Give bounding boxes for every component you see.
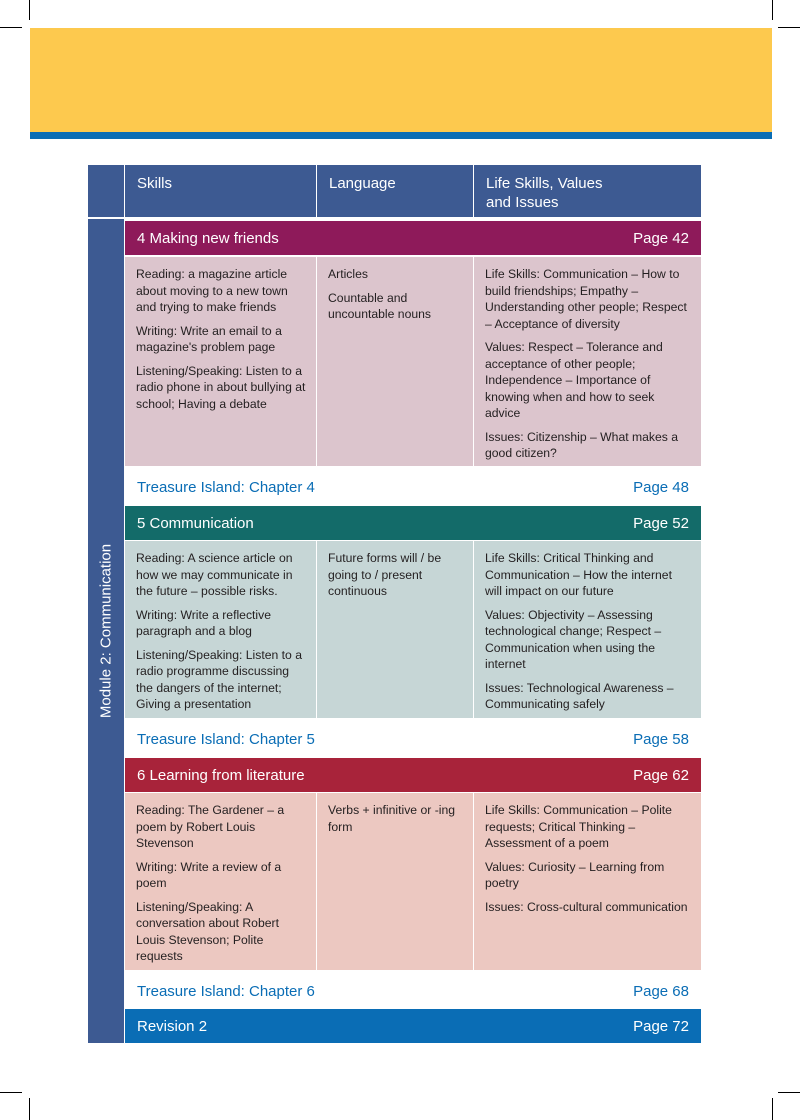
header-skills-label: Skills (137, 175, 173, 192)
reader-page: Page 48 (633, 478, 689, 496)
skills-item: Reading: The Gardener – a poem by Robert Louis Stevenson (136, 803, 285, 850)
crop-mark (29, 1098, 30, 1120)
language-cell (317, 541, 473, 718)
life-skills-item: Values: Respect – Tolerance and acceptance of other people; Independence – Importance of knowing when and how to seek advice (485, 340, 663, 420)
language-item: Countable and uncountable nouns (328, 290, 432, 321)
reader-row (125, 722, 701, 756)
unit-title-bar (125, 758, 701, 792)
language-cell (317, 793, 473, 970)
reader-row (125, 470, 701, 504)
skills-cell (125, 541, 316, 718)
unit-title: 5 Communication (137, 514, 254, 532)
skills-item: Writing: Write an email to a magazine's problem page (136, 323, 282, 354)
skills-item: Listening/Speaking: Listen to a radio programme discussing the dangers of the internet; Giving a presentation (136, 647, 303, 711)
crop-mark (29, 0, 30, 20)
language-item: Verbs + infinitive or -ing form (328, 803, 456, 834)
header-life-skills (474, 165, 701, 217)
skills-item: Reading: a magazine article about moving to a new town and trying to make friends (136, 267, 288, 314)
reader-title: Treasure Island: Chapter 5 (137, 730, 315, 748)
life-skills-item: Issues: Cross-cultural communication (485, 899, 688, 914)
crop-mark (778, 27, 800, 28)
life-skills-cell (474, 257, 701, 466)
header-corner (88, 165, 124, 217)
skills-item: Listening/Speaking: Listen to a radio phone in about bullying at school; Having a debate (136, 363, 306, 411)
header-skills (125, 165, 316, 217)
skills-item: Listening/Speaking: A conversation about Robert Louis Stevenson; Polite requests (136, 899, 279, 963)
crop-mark (778, 1092, 800, 1093)
language-item: Future forms will / be going to / present continuous (328, 551, 442, 598)
unit-title: 6 Learning from literature (137, 766, 305, 784)
crop-mark (772, 1098, 773, 1120)
header-language-label: Language (329, 175, 396, 192)
life-skills-item: Issues: Technological Awareness – Communicating safely (485, 680, 674, 711)
life-skills-item: Values: Curiosity – Learning from poetry (485, 859, 665, 890)
module-label: Module 2: Communication (97, 543, 115, 719)
crop-mark (772, 0, 773, 20)
skills-item: Writing: Write a review of a poem (136, 859, 282, 890)
top-banner (30, 28, 772, 132)
reader-title: Treasure Island: Chapter 4 (137, 478, 315, 496)
reader-row (125, 974, 701, 1008)
life-skills-item: Values: Objectivity – Assessing technological change; Respect – Communication when using the internet (485, 607, 662, 671)
header-life-skills-line1: Life Skills, Values (486, 175, 603, 192)
unit-title-bar (125, 221, 701, 255)
header-life-skills-line2: and Issues (486, 194, 559, 211)
top-banner-rule (30, 132, 772, 139)
revision-title: Revision 2 (137, 1017, 208, 1035)
revision-bar (125, 1009, 701, 1043)
unit-page: Page 42 (633, 229, 689, 247)
life-skills-item: Issues: Citizenship – What makes a good citizen? (485, 429, 679, 460)
reader-title: Treasure Island: Chapter 6 (137, 982, 315, 1000)
life-skills-item: Life Skills: Communication – How to build friendships; Empathy – Understanding other people; Respect – Acceptance of diversity (485, 267, 687, 331)
unit-page: Page 52 (633, 514, 689, 532)
life-skills-cell (474, 541, 701, 718)
crop-mark (0, 27, 22, 28)
unit-page: Page 62 (633, 766, 689, 784)
unit-title-bar (125, 506, 701, 540)
skills-item: Writing: Write a reflective paragraph and a blog (136, 607, 272, 638)
header-language (317, 165, 473, 217)
revision-page: Page 72 (633, 1017, 689, 1035)
unit-title: 4 Making new friends (137, 229, 279, 247)
skills-cell (125, 257, 316, 466)
skills-cell (125, 793, 316, 970)
language-cell (317, 257, 473, 466)
skills-item: Reading: A science article on how we may communicate in the future – possible risks. (136, 551, 293, 598)
life-skills-item: Life Skills: Critical Thinking and Communication – How the internet will impact on our future (485, 551, 672, 598)
reader-page: Page 68 (633, 982, 689, 1000)
life-skills-cell (474, 793, 701, 970)
language-item: Articles (328, 267, 368, 281)
crop-mark (0, 1092, 22, 1093)
reader-page: Page 58 (633, 730, 689, 748)
life-skills-item: Life Skills: Communication – Polite requests; Critical Thinking – Assessment of a poem (485, 803, 672, 850)
